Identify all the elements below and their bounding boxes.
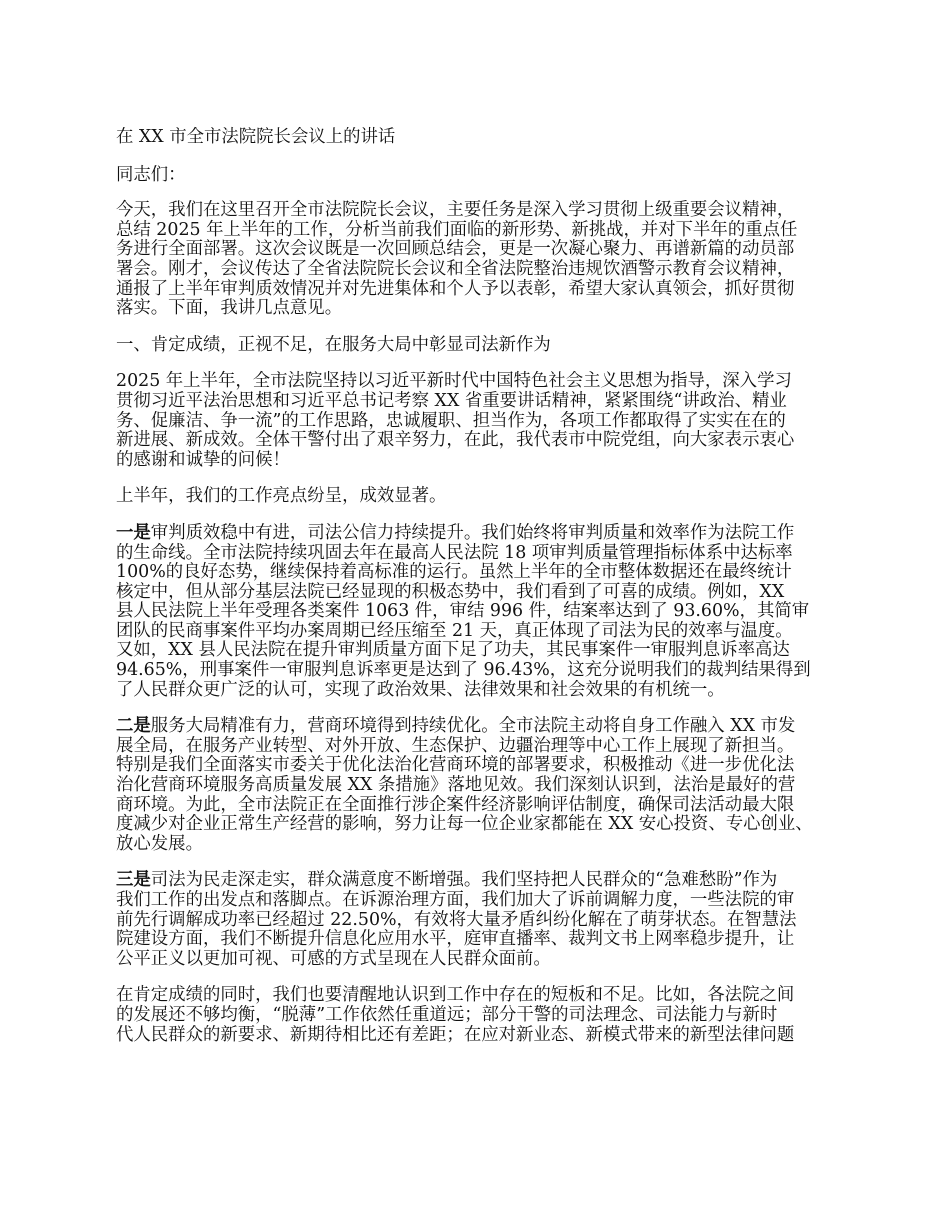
document-title: 在 XX 市全市法院院长会议上的讲话 (116, 127, 396, 147)
text-line: 治化营商环境服务高质量发展 XX 条措施》落地见效。我们深刻认识到，法治是最好的营 (116, 775, 796, 796)
text-line: 县人民法院上半年受理各类案件 1063 件，审结 996 件，结案率达到了 93.60%，其简审 (116, 601, 810, 622)
greeting: 同志们： (116, 164, 186, 185)
text-line: 94.65%，刑事案件一审服判息诉率更是达到了 96.43%，这充分说明我们的裁判结果得到 (116, 660, 811, 681)
text-line: 务进行全面部署。这次会议既是一次回顾总结会，更是一次凝心聚力、再谱新篇的动员部 (116, 239, 795, 260)
document-page (116, 128, 840, 1062)
text-line: 前先行调解成功率已经超过 22.50%，有效将大量矛盾纠纷化解在了萌芽状态。在智慧法 (116, 909, 797, 930)
text-line: 核定中，但从部分基层法院已经显现的积极态势中，我们看到了可喜的成绩。例如，XX (116, 581, 785, 602)
text-line: 署会。刚才，会议传达了全省法院院长会议和全省法院整治违规饮酒警示教育会议精神， (116, 258, 795, 279)
intro-paragraph (116, 201, 840, 319)
text-line: 今天，我们在这里召开全市法院院长会议，主要任务是深入学习贯彻上级重要会议精神， (116, 200, 795, 221)
text-line: 展全局，在服务产业转型、对外开放、生态保护、边疆治理等中心工作上展现了新担当。 (116, 735, 795, 756)
text-line: 2025 年上半年，全市法院坚持以习近平新时代中国特色社会主义思想为指导，深入学习 (116, 371, 792, 392)
text-line: 代人民群众的新要求、新期待相比还有差距；在应对新业态、新模式带来的新型法律问题 (116, 1024, 795, 1045)
point3-paragraph (116, 871, 840, 969)
text-line: 公平正义以更加可视、可感的方式呈现在人民群众面前。 (116, 948, 551, 969)
text-line: 院建设方面，我们不断提升信息化应用水平，庭审直播率、裁判文书上网率稳步提升，让 (116, 929, 795, 950)
text-line: 特别是我们全面落实市委关于优化法治化营商环境的部署要求，积极推动《进一步优化法 (116, 755, 795, 776)
text-line: 落实。下面，我讲几点意见。 (116, 298, 343, 319)
text-line: 的感谢和诚挚的问候！ (116, 449, 290, 470)
section-heading: 一、肯定成绩，正视不足，在服务大局中彰显司法新作为 (116, 334, 551, 355)
point-lead: 一是 (116, 522, 151, 543)
text-line: 务、促廉洁、争一流”的工作思路，忠诚履职、担当作为，各项工作都取得了实实在在的 (116, 410, 786, 431)
text-line: 贯彻习近平法治思想和习近平总书记考察 XX 省重要讲话精神，紧紧围绕“讲政治、精业 (116, 390, 787, 411)
point-lead: 二是 (116, 716, 151, 737)
text-line: 又如，XX 县人民法院在提升审判质量方面下足了功夫，其民事案件一审服判息诉率高达 (116, 640, 790, 661)
point2-paragraph (116, 717, 840, 854)
text-line: 服务大局精准有力，营商环境得到持续优化。全市法院主动将自身工作融入 XX 市发 (150, 716, 796, 737)
highlights-intro: 上半年，我们的工作亮点纷呈，成效显著。 (116, 486, 447, 507)
text-line: 放心发展。 (116, 833, 203, 854)
point1-paragraph (116, 524, 840, 700)
text-line: 100%的良好态势，继续保持着高标准的运行。虽然上半年的全市整体数据还在最终统计 (116, 562, 792, 583)
text-line: 司法为民走深走实，群众满意度不断增强。我们坚持把人民群众的“急难愁盼”作为 (150, 870, 778, 891)
text-line: 团队的民商事案件平均办案周期已经压缩至 21 天，真正体现了司法为民的效率与温度。 (116, 620, 793, 641)
text-line: 在肯定成绩的同时，我们也要清醒地认识到工作中存在的短板和不足。比如，各法院之间 (116, 985, 795, 1006)
text-line: 商环境。为此，全市法院正在全面推行涉企案件经济影响评估制度，确保司法活动最大限 (116, 794, 795, 815)
text-line: 通报了上半年审判质效情况并对先进集体和个人予以表彰，希望大家认真领会，抓好贯彻 (116, 278, 795, 299)
text-line: 新进展、新成效。全体干警付出了艰辛努力，在此，我代表市中院党组，向大家表示衷心 (116, 430, 795, 451)
text-line: 的生命线。全市法院持续巩固去年在最高人民法院 18 项审判质量管理指标体系中达标率 (116, 542, 793, 563)
text-line: 的发展还不够均衡，“脱薄”工作依然任重道远；部分干警的司法理念、司法能力与新时 (116, 1004, 778, 1025)
shortcomings-paragraph (116, 986, 840, 1045)
section1-paragraph (116, 372, 840, 470)
text-line: 了人民群众更广泛的认可，实现了政治效果、法律效果和社会效果的有机统一。 (116, 679, 725, 700)
text-line: 总结 2025 年上半年的工作，分析当前我们面临的新形势、新挑战，并对下半年的重点任 (116, 219, 798, 240)
text-line: 审判质效稳中有进，司法公信力持续提升。我们始终将审判质量和效率作为法院工作 (150, 522, 795, 543)
text-line: 我们工作的出发点和落脚点。在诉源治理方面，我们加大了诉前调解力度，一些法院的审 (116, 890, 795, 910)
text-line: 度减少对企业正常生产经营的影响，努力让每一位企业家都能在 XX 安心投资、专心创业、 (116, 814, 813, 835)
point-lead: 三是 (116, 870, 151, 891)
